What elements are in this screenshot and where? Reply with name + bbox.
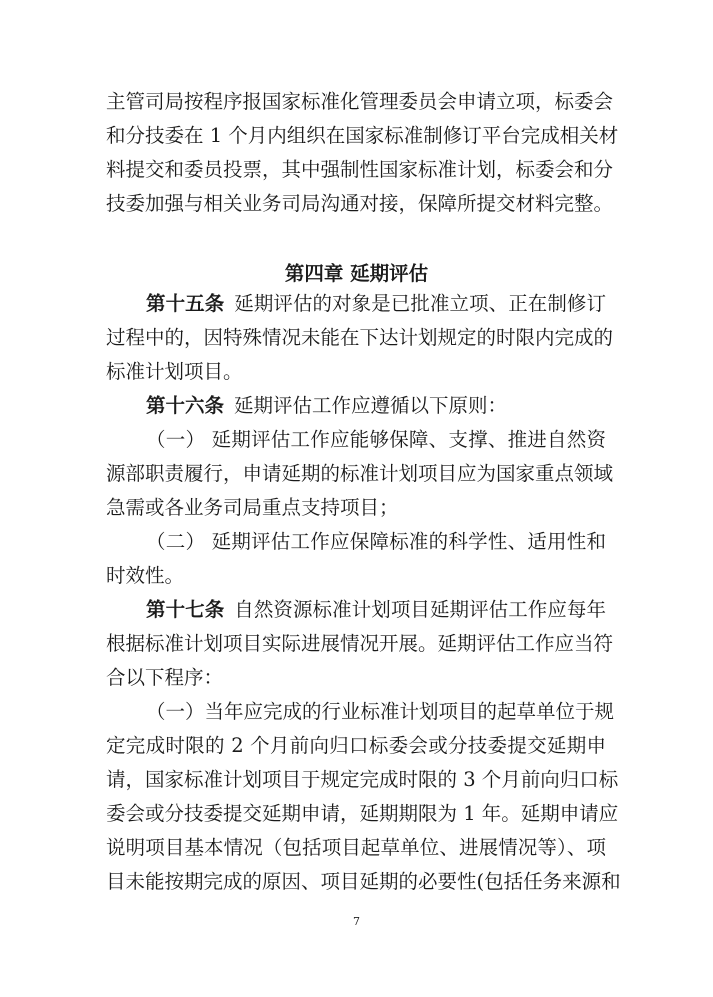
article-17-label: 第十七条: [146, 598, 225, 621]
paragraph-line: 定完成时限的 2 个月前向归口标委会或分技委提交延期申: [106, 734, 606, 757]
article-15-text: 延期评估的对象是已批准立项、正在制修订: [234, 292, 606, 315]
paragraph-line: 主管司局按程序报国家标准化管理委员会申请立项，标委会: [106, 90, 614, 113]
page-number: 7: [353, 915, 360, 928]
paragraph-line: 请，国家标准计划项目于规定完成时限的 3 个月前向归口标: [106, 768, 619, 791]
paragraph-line: 过程中的，因特殊情况未能在下达计划规定的时限内完成的: [106, 326, 614, 349]
paragraph-line: 说明项目基本情况（包括项目起草单位、进展情况等）、项: [106, 836, 606, 859]
list-item-line: （一） 延期评估工作应能够保障、支撑、推进自然资: [146, 428, 606, 451]
paragraph-line: 技委加强与相关业务司局沟通对接，保障所提交材料完整。: [106, 192, 614, 215]
paragraph-line: 委会或分技委提交延期申请，延期期限为 1 年。延期申请应: [106, 802, 619, 825]
paragraph-line: 合以下程序：: [106, 666, 224, 689]
paragraph-line: 源部职责履行，申请延期的标准计划项目应为国家重点领域: [106, 462, 614, 485]
paragraph-line: 时效性。: [106, 564, 185, 587]
article-17-text: 自然资源标准计划项目延期评估工作应每年: [234, 598, 606, 621]
paragraph-line: 料提交和委员投票，其中强制性国家标准计划，标委会和分: [106, 158, 614, 181]
list-item-line: （二） 延期评估工作应保障标准的科学性、适用性和: [146, 530, 606, 553]
article-16-text: 延期评估工作应遵循以下原则：: [234, 394, 508, 417]
article-15-label: 第十五条: [146, 292, 225, 315]
paragraph-line: 目未能按期完成的原因、项目延期的必要性(包括任务来源和: [106, 870, 621, 893]
paragraph-line: 标准计划项目。: [106, 360, 243, 383]
list-item-line: （一）当年应完成的行业标准计划项目的起草单位于规: [146, 700, 615, 723]
paragraph-line: 根据标准计划项目实际进展情况开展。延期评估工作应当符: [106, 632, 614, 655]
paragraph-line: 和分技委在 1 个月内组织在国家标准制修订平台完成相关材: [106, 124, 619, 147]
chapter-title: 第四章 延期评估: [284, 262, 429, 285]
paragraph-line: 急需或各业务司局重点支持项目；: [106, 496, 399, 519]
article-16-label: 第十六条: [146, 394, 225, 417]
article-15-line: [146, 292, 606, 318]
article-17-line: [146, 598, 606, 624]
article-16-line: [146, 394, 606, 420]
